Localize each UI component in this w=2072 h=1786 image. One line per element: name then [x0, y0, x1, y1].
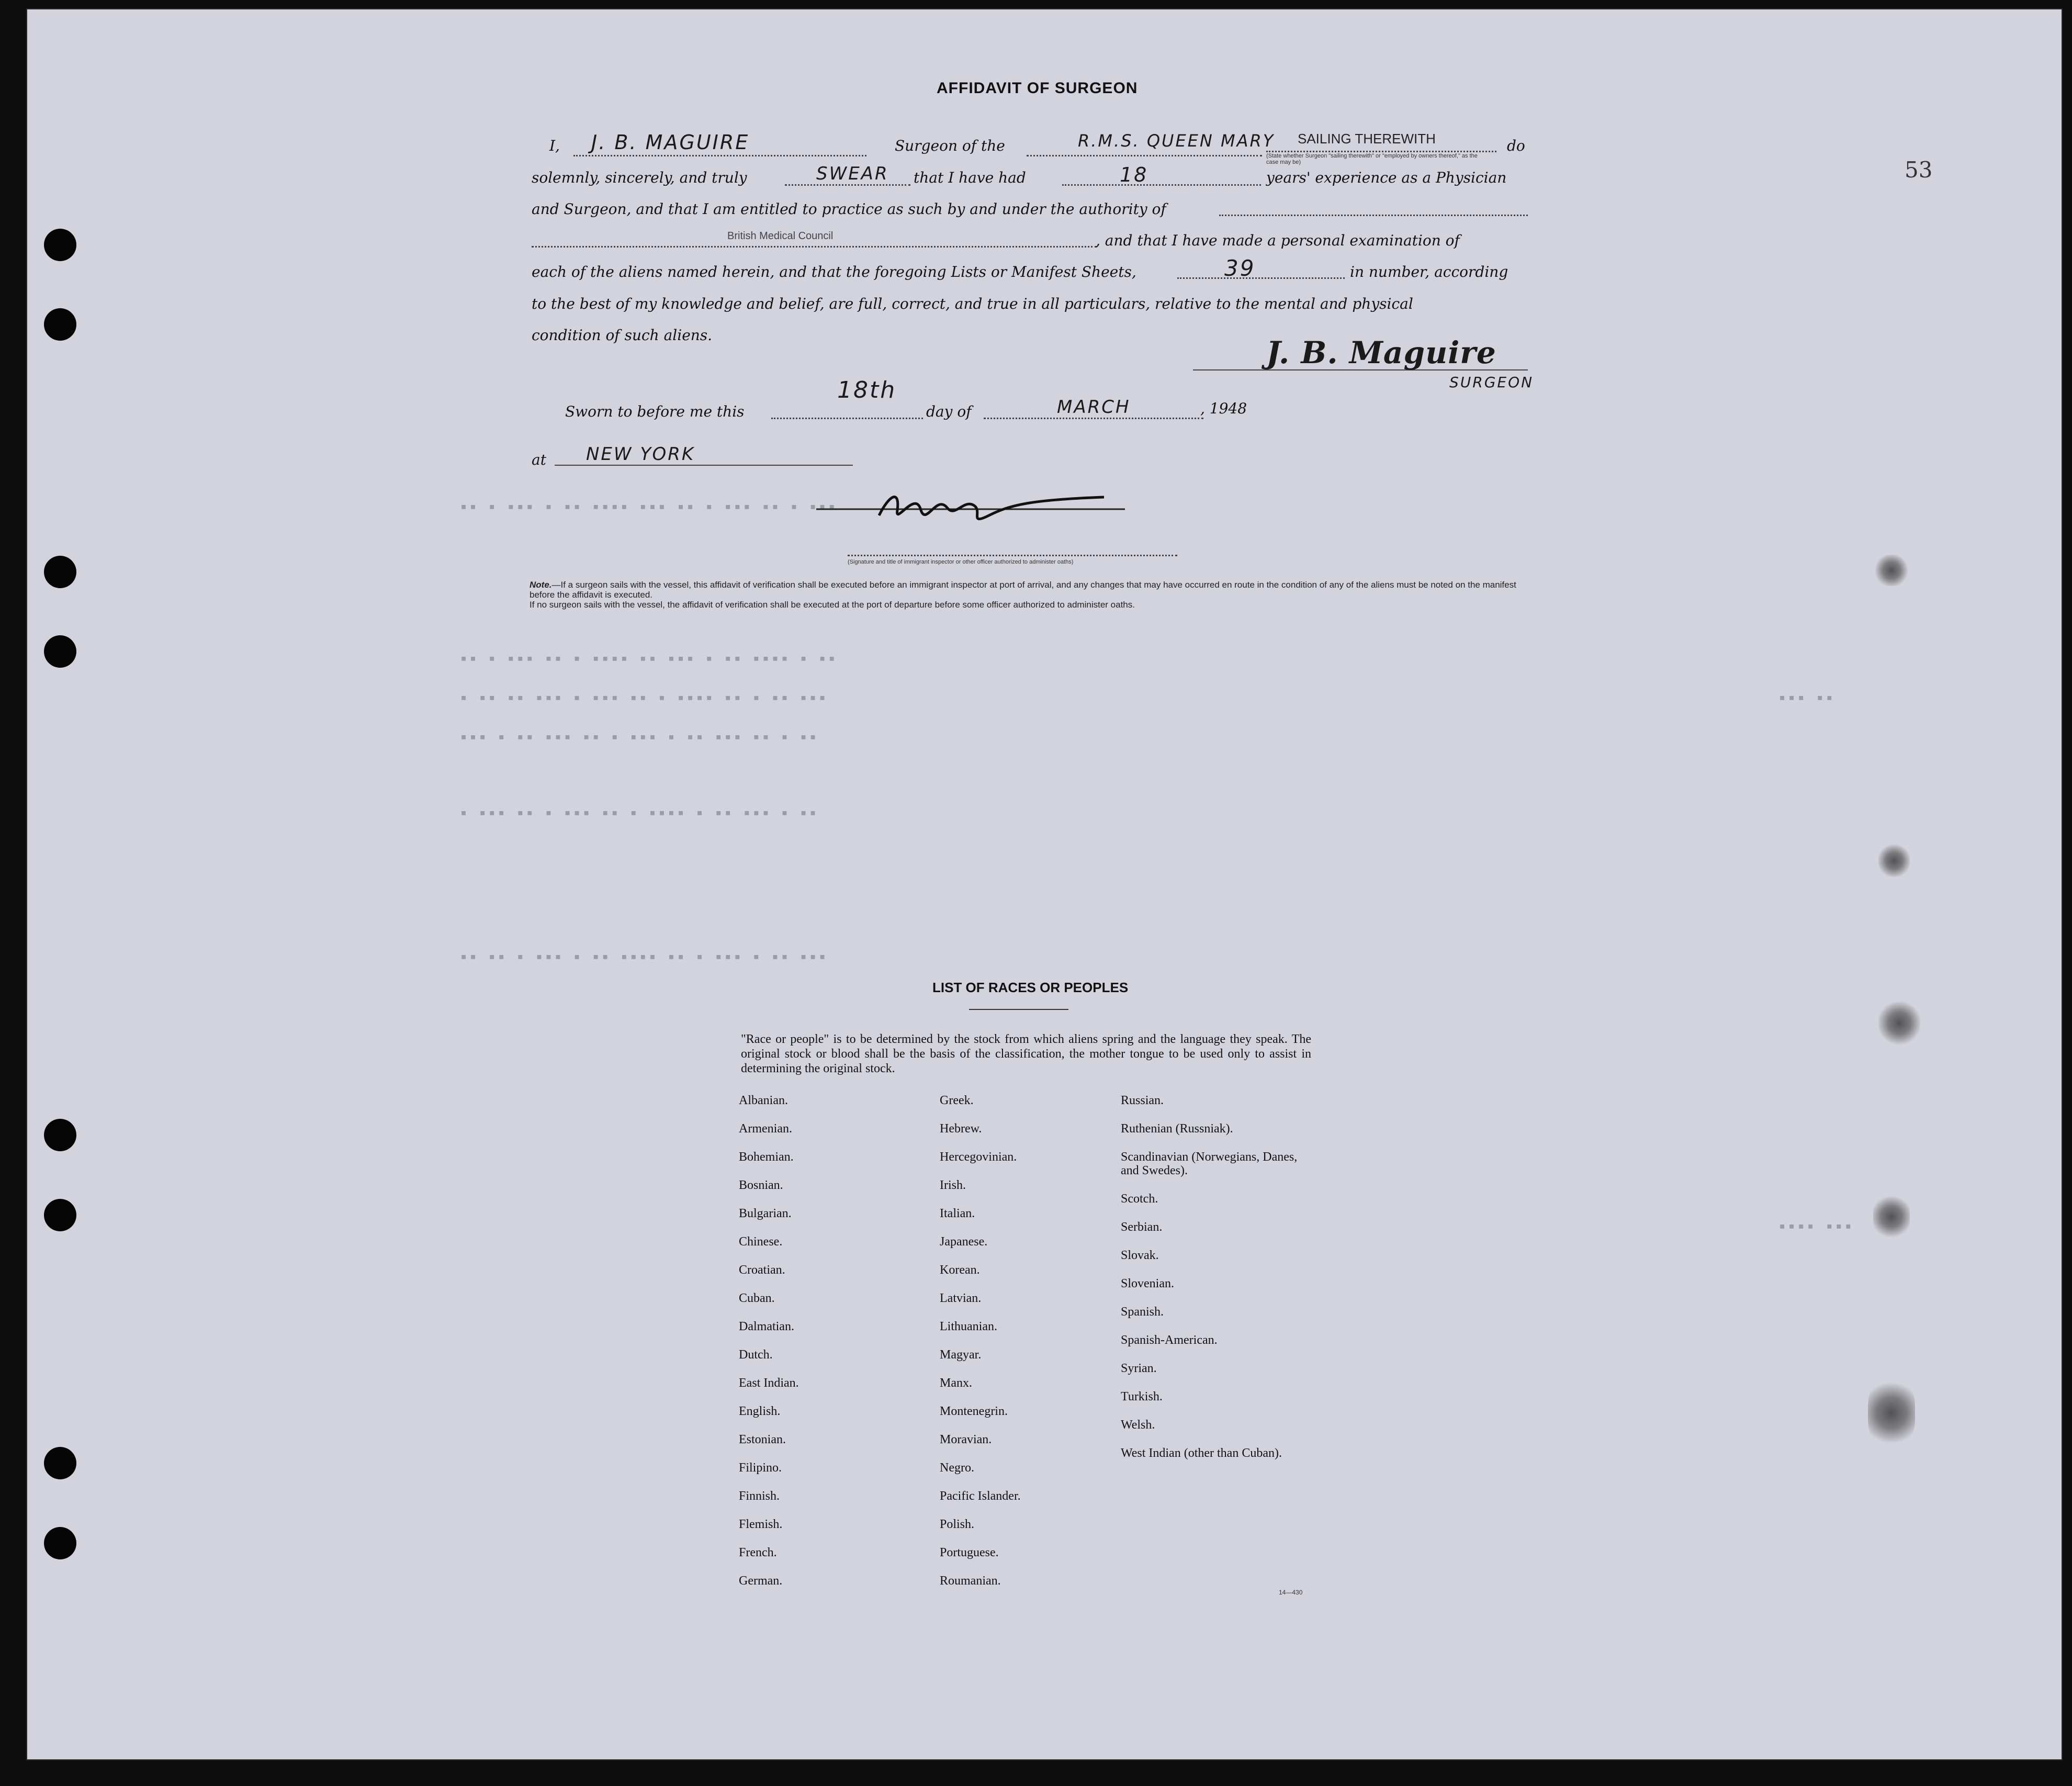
race-item: Ruthenian (Russniak).: [1121, 1122, 1233, 1136]
affidavit-text: day of: [926, 403, 972, 420]
ink-smudge: [1868, 1376, 1915, 1450]
fill-line: [1266, 151, 1496, 152]
race-item: Polish.: [940, 1518, 975, 1531]
authority-stamp: British Medical Council: [727, 230, 834, 242]
race-item: Korean.: [940, 1263, 980, 1277]
form-number: 14—430: [1279, 1589, 1303, 1596]
race-item: Slovak.: [1121, 1249, 1159, 1262]
race-item: Pacific Islander.: [940, 1489, 1021, 1503]
affidavit-text: and Surgeon, and that I am entitled to practice as such by and under the authority of: [532, 200, 1166, 218]
fill-line: [573, 155, 866, 156]
race-item: English.: [739, 1405, 781, 1418]
race-item: Russian.: [1121, 1094, 1164, 1107]
race-item: Bosnian.: [739, 1178, 783, 1192]
races-column-3: [1121, 1086, 1309, 1467]
affidavit-text: , and that I have made a personal examination of: [1096, 232, 1460, 249]
binder-hole: [44, 1447, 76, 1479]
bleed-through-row: ▪▪▪▪ ▪▪▪: [1779, 1219, 1855, 1232]
binder-hole: [44, 308, 76, 341]
fill-line: [555, 465, 853, 466]
binder-hole: [44, 1119, 76, 1151]
ink-smudge: [1873, 1193, 1910, 1240]
affidavit-text: I,: [549, 137, 560, 154]
affidavit-text: years' experience as a Physician: [1266, 169, 1507, 186]
bleed-through-row: ▪▪ ▪ ▪▪▪ ▪ ▪▪ ▪▪▪▪ ▪▪▪ ▪▪ ▪ ▪▪▪ ▪▪ ▪ ▪▪▪: [460, 500, 838, 512]
officer-signature: [811, 479, 1135, 542]
ink-smudge: [1878, 843, 1910, 879]
race-item: Serbian.: [1121, 1220, 1163, 1234]
race-item: Bohemian.: [739, 1150, 794, 1164]
fill-line: [532, 246, 1097, 248]
race-item: Dutch.: [739, 1348, 773, 1362]
affidavit-text: solemnly, sincerely, and truly: [532, 169, 747, 186]
fill-line: [785, 184, 910, 186]
ship-name-field[interactable]: R.M.S. QUEEN MARY: [1078, 131, 1275, 151]
race-item: Latvian.: [940, 1291, 982, 1305]
bleed-through-row: ▪ ▪▪▪ ▪▪ ▪ ▪▪▪ ▪▪ ▪ ▪▪▪▪ ▪ ▪▪ ▪▪▪ ▪ ▪▪: [460, 806, 819, 818]
race-item: Italian.: [940, 1207, 975, 1220]
page-number: 53: [1905, 157, 1933, 183]
affidavit-text: condition of such aliens.: [532, 327, 713, 344]
race-item: West Indian (other than Cuban).: [1121, 1446, 1282, 1460]
race-item: Bulgarian.: [739, 1207, 792, 1220]
race-item: Roumanian.: [940, 1574, 1001, 1588]
race-item: Magyar.: [940, 1348, 982, 1362]
signature-title: SURGEON: [1449, 374, 1534, 391]
surgeon-name-field[interactable]: J. B. MAGUIRE: [591, 131, 750, 154]
fill-line: [1027, 155, 1262, 156]
affidavit-text: do: [1507, 137, 1525, 154]
place-field[interactable]: NEW YORK: [586, 444, 695, 465]
affidavit-text: each of the aliens named herein, and that the foregoing Lists or Manifest Sheets,: [532, 263, 1136, 280]
affidavit-text: to the best of my knowledge and belief, are full, correct, and true in all particulars, relative to the mental and physical: [532, 295, 1413, 312]
bleed-through-row: ▪ ▪▪ ▪▪ ▪▪▪ ▪ ▪▪▪ ▪▪ ▪ ▪▪▪▪ ▪▪ ▪ ▪▪ ▪▪▪: [460, 691, 829, 703]
race-item: German.: [739, 1574, 783, 1588]
races-column-1: [739, 1086, 799, 1595]
race-item: East Indian.: [739, 1376, 799, 1390]
officer-signature-line: [848, 555, 1177, 556]
ink-smudge: [1873, 555, 1910, 586]
sworn-month-field[interactable]: MARCH: [1057, 397, 1131, 418]
race-item: Welsh.: [1121, 1418, 1155, 1432]
officer-signature-caption: (Signature and title of immigrant inspector or other officer authorized to administer oaths): [848, 559, 1074, 565]
sworn-day-field[interactable]: 18th: [837, 377, 897, 403]
binder-hole: [44, 635, 76, 668]
race-item: Negro.: [940, 1461, 974, 1475]
race-item: Filipino.: [739, 1461, 782, 1475]
affidavit-title: AFFIDAVIT OF SURGEON: [937, 80, 1138, 97]
binder-hole: [44, 1527, 76, 1559]
race-item: Croatian.: [739, 1263, 785, 1277]
race-item: Estonian.: [739, 1433, 786, 1446]
affidavit-text: in number, according: [1350, 263, 1508, 280]
binder-hole: [44, 229, 76, 261]
races-intro: "Race or people" is to be determined by the stock from which aliens spring and the language they speak. The original stock or blood shall be the basis of the classification, the mother tongue to be used only to assist in determining the original stock.: [741, 1032, 1311, 1075]
fill-line: [771, 418, 923, 419]
race-item: Irish.: [940, 1178, 966, 1192]
note-text-2: If no surgeon sails with the vessel, the affidavit of verification shall be executed at the port of departure before some officer authorized to administer oaths.: [530, 600, 1135, 610]
race-item: Syrian.: [1121, 1362, 1157, 1375]
status-instruction: (State whether Surgeon "sailing therewith" or "employed by owners thereof," as the case may be): [1266, 153, 1478, 165]
ink-smudge: [1878, 999, 1920, 1047]
race-item: Manx.: [940, 1376, 972, 1390]
bleed-through-row: ▪▪ ▪ ▪▪▪ ▪▪ ▪ ▪▪▪▪ ▪▪ ▪▪▪ ▪ ▪▪ ▪▪▪▪ ▪ ▪▪: [460, 652, 838, 664]
note-text: —If a surgeon sails with the vessel, this affidavit of verification shall be executed before an immigrant inspector at port of arrival, and any changes that may have occurred en route in the condition of any of the aliens must be noted on the manifest before the affidavit is executed.: [530, 580, 1516, 600]
affidavit-text: Sworn to before me this: [565, 403, 745, 420]
race-item: Scotch.: [1121, 1192, 1158, 1206]
races-title-rule: [969, 1009, 1068, 1010]
race-item: Chinese.: [739, 1235, 783, 1249]
sheets-count-field[interactable]: 39: [1224, 255, 1256, 281]
race-item: Armenian.: [739, 1122, 792, 1136]
affidavit-text: at: [532, 451, 546, 468]
race-item: Finnish.: [739, 1489, 780, 1503]
race-item: Albanian.: [739, 1094, 788, 1107]
race-item: Montenegrin.: [940, 1405, 1008, 1418]
years-field[interactable]: 18: [1120, 163, 1148, 186]
race-item: Slovenian.: [1121, 1277, 1174, 1290]
binder-hole: [44, 1199, 76, 1231]
surgeon-signature: J. B. Maguire: [1266, 335, 1496, 370]
race-item: Portuguese.: [940, 1546, 999, 1559]
bleed-through-row: ▪▪▪ ▪▪: [1779, 691, 1836, 703]
race-item: Cuban.: [739, 1291, 775, 1305]
race-item: Spanish-American.: [1121, 1333, 1218, 1347]
race-item: Scandinavian (Norwegians, Danes, and Swedes).: [1121, 1150, 1298, 1177]
affidavit-text: that I have had: [914, 169, 1026, 186]
race-item: Flemish.: [739, 1518, 783, 1531]
race-item: French.: [739, 1546, 777, 1559]
fill-line: [984, 418, 1203, 419]
race-item: Lithuanian.: [940, 1320, 997, 1333]
binder-hole: [44, 556, 76, 588]
race-item: Spanish.: [1121, 1305, 1164, 1319]
bleed-through-row: ▪▪ ▪▪ ▪ ▪▪▪ ▪ ▪▪ ▪▪▪▪ ▪▪ ▪ ▪▪▪ ▪ ▪▪ ▪▪▪: [460, 950, 829, 962]
race-item: Dalmatian.: [739, 1320, 794, 1333]
race-item: Turkish.: [1121, 1390, 1163, 1403]
bleed-through-row: ▪▪▪ ▪ ▪▪ ▪▪▪ ▪▪ ▪ ▪▪▪ ▪ ▪▪ ▪▪▪ ▪▪ ▪ ▪▪: [460, 730, 819, 743]
races-title: LIST OF RACES OR PEOPLES: [932, 980, 1129, 995]
race-item: Hebrew.: [940, 1122, 982, 1136]
race-item: Japanese.: [940, 1235, 988, 1249]
affidavit-note: [530, 580, 1534, 610]
fill-line: [1219, 215, 1528, 216]
affidavit-text: Surgeon of the: [895, 137, 1005, 154]
fill-line: [1062, 184, 1261, 186]
race-item: Hercegovinian.: [940, 1150, 1017, 1164]
races-column-2: [940, 1086, 1021, 1595]
oath-field[interactable]: SWEAR: [816, 163, 889, 184]
note-lead: Note.: [530, 580, 552, 590]
affidavit-text: , 1948: [1200, 400, 1247, 417]
race-item: Greek.: [940, 1094, 974, 1107]
surgeon-status-stamp: SAILING THEREWITH: [1298, 131, 1436, 147]
race-item: Moravian.: [940, 1433, 992, 1446]
fill-line: [1177, 277, 1345, 279]
